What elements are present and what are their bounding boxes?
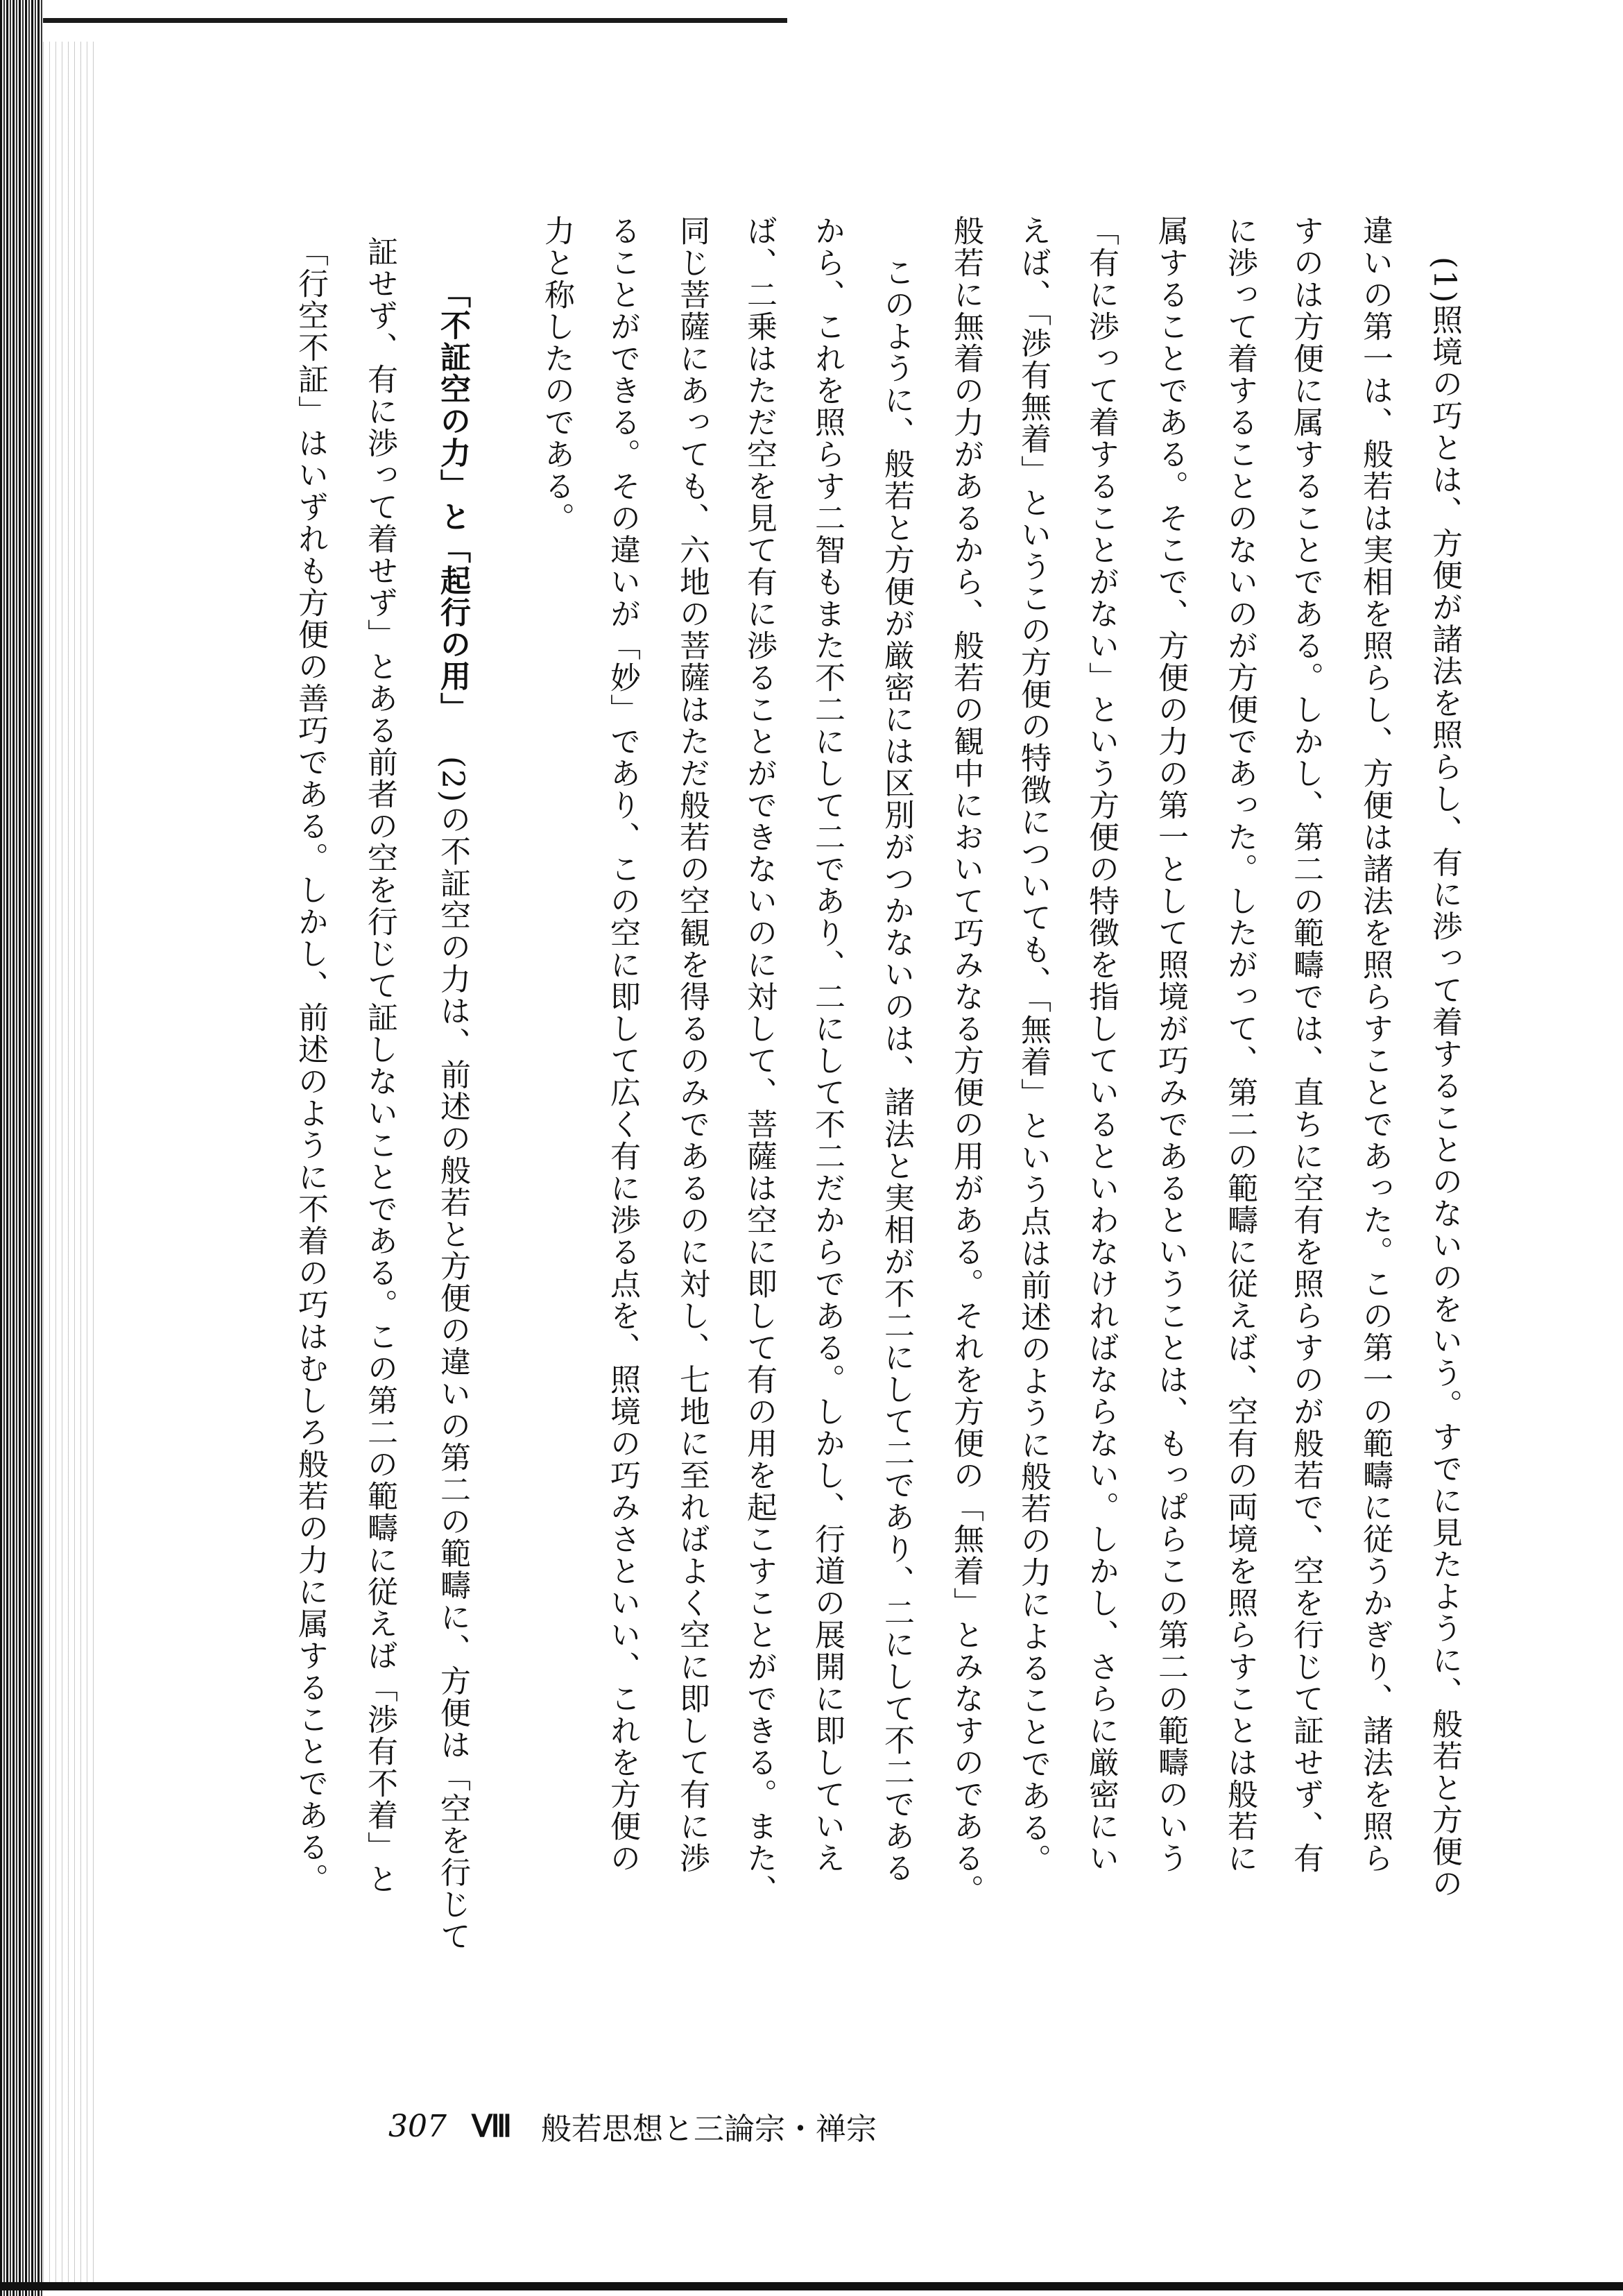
- page-number: 307: [388, 2108, 447, 2144]
- book-spine-gutter: [43, 42, 98, 2289]
- bottom-border-line: [0, 2282, 1623, 2290]
- text-column-11: ば、二乗はただ空を見て有に渉ることができないのに対して、菩薩は空に即して有の用を起こすことができる。また、: [741, 215, 777, 1906]
- section-text-column-2: 証せず、有に渉って着せず」とある前者の空を行じて証しないことである。この第二の範疇に従えば「渉有不着」と: [362, 236, 397, 1895]
- text-column-14: 力と称したのである。: [539, 215, 574, 534]
- text-column-4: に渉って着することのないのが方便であった。したがって、第二の範疇に従えば、空有の両境を照らすことは般若に: [1222, 215, 1257, 1874]
- section-text-column-1: (2)の不証空の力は、前述の般若と方便の違いの第二の範疇に、方便は「空を行じて: [435, 756, 470, 1953]
- text-column-13: ることができる。その違いが「妙」であり、この空に即して広く有に渉る点を、照境の巧みさといい、これを方便の: [605, 215, 640, 1874]
- text-column-8: 般若に無着の力があるから、般若の観中において巧みなる方便の用がある。それを方便の「無着」とみなすのである。: [948, 215, 984, 1906]
- book-spine-shadow: [0, 0, 43, 2296]
- top-border-line: [0, 18, 787, 23]
- text-column-12: 同じ菩薩にあっても、六地の菩薩はただ般若の空観を得るのみであるのに対し、七地に至ればよく空に即して有に渉: [674, 215, 710, 1874]
- text-column-7: えば、「渉有無着」というこの方便の特徴についても、「無着」という点は前述のように般若の力によることである。: [1015, 215, 1051, 1876]
- chapter-number: Ⅷ: [472, 2109, 512, 2143]
- text-column-5: 属することである。そこで、方便の力の第一として照境が巧みであるということは、もっぱらこの第二の範疇のいう: [1153, 215, 1188, 1874]
- text-column-2: 違いの第一は、般若は実相を照らし、方便は諸法を照らすことであった。この第一の範疇に従うかぎり、諸法を照ら: [1357, 215, 1393, 1874]
- text-column-1: (1)照境の巧とは、方便が諸法を照らし、有に渉って着することのないのをいう。すでに見たように、般若と方便の: [1427, 257, 1462, 1900]
- text-column-6: 「有に渉って着することがない」という方便の特徴を指しているといわなければならない。しかし、さらに厳密にい: [1083, 215, 1119, 1874]
- section-text-column-3: 「行空不証」はいずれも方便の善巧である。しかし、前述のように不着の巧はむしろ般若の力に属することである。: [293, 236, 328, 1895]
- section-heading: 「不証空の力」と「起行の用」: [435, 277, 470, 724]
- chapter-title: 般若思想と三論宗・禅宗: [541, 2111, 877, 2147]
- text-column-3: すのは方便に属することである。しかし、第二の範疇では、直ちに空有を照らすのが般若で、空を行じて証せず、有: [1288, 215, 1323, 1874]
- text-column-10: から、これを照らす二智もまた不二にして二であり、二にして不二だからである。しかし、行道の展開に即していえ: [809, 215, 845, 1874]
- text-column-9: このように、般若と方便が厳密には区別がつかないのは、諸法と実相が不二にして二であり、二にして不二である: [879, 257, 914, 1884]
